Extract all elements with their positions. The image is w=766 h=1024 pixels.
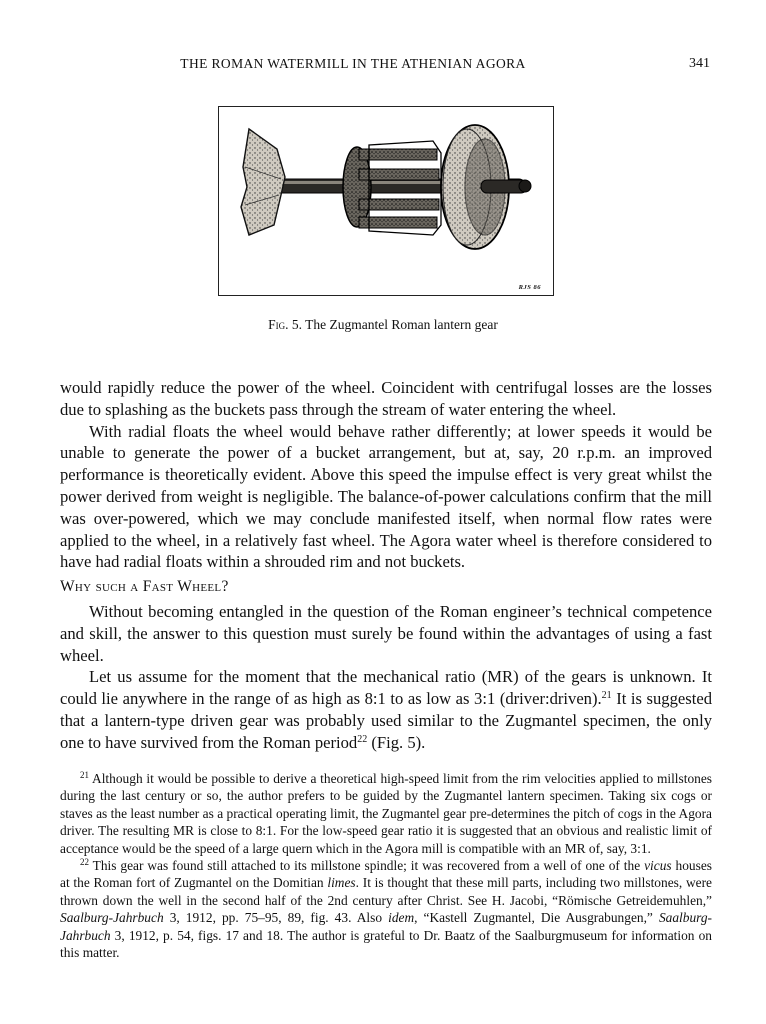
paragraph-text: (Fig. 5). bbox=[367, 732, 426, 752]
footnote bbox=[60, 770, 712, 857]
artist-initials: RJS 86 bbox=[518, 284, 541, 291]
section-body bbox=[60, 601, 712, 754]
lantern-gear-drawing bbox=[219, 107, 552, 294]
footnote-italic: vicus bbox=[644, 858, 672, 874]
body-text bbox=[60, 377, 712, 573]
paragraph: would rapidly reduce the power of the wheel. Coincident with centrifugal losses are the losses due to splashing as the buckets pass through the stream of water entering the wheel. bbox=[60, 378, 712, 419]
journal-title: Saalburg-Jahrbuch bbox=[60, 910, 164, 926]
paragraph bbox=[60, 666, 712, 753]
footnote-text: houses at the Roman fort of Zugmantel on the Domitian bbox=[60, 858, 712, 891]
paragraph-text: It is suggested that a lantern-type driven gear was probably used similar to the Zugmantel specimen, the only one to have survived from the Roman period bbox=[60, 689, 712, 752]
running-head bbox=[60, 56, 710, 76]
footnote bbox=[60, 857, 712, 961]
footnote-italic: limes bbox=[327, 875, 356, 891]
footnote-ref[interactable]: 21 bbox=[601, 690, 612, 702]
footnote-text: 3, 1912, pp. 75–95, 89, fig. 43. Also bbox=[163, 910, 389, 926]
figure-caption-text: The Zugmantel Roman lantern gear bbox=[302, 317, 498, 332]
footnote-marker: 22 bbox=[80, 857, 89, 868]
running-title: THE ROMAN WATERMILL IN THE ATHENIAN AGORA bbox=[180, 56, 526, 71]
footnote-text: . It is thought that these mill parts, including two millstones, were thrown down the well in the second half of the 2nd century after Christ. See H. Jacobi, “Römische Getreidemuhlen,” bbox=[60, 875, 712, 908]
journal-title: Saalburg-Jahrbuch bbox=[60, 910, 713, 943]
footnotes bbox=[60, 770, 712, 961]
paragraph: Without becoming entangled in the question of the Roman engineer’s technical competence and skill, the answer to this question must surely be found within the advantages of using a fast wheel. bbox=[60, 602, 712, 665]
figure-frame bbox=[218, 106, 554, 296]
footnote-italic: idem bbox=[388, 910, 415, 926]
footnote-marker: 21 bbox=[80, 770, 89, 780]
paragraph-text: Let us assume for the moment that the mechanical ratio (MR) of the gears is unknown. It could lie anywhere in the range of as high as 8:1 to as low as 3:1 (driver:driven). bbox=[60, 667, 712, 709]
footnote-ref[interactable]: 22 bbox=[357, 733, 368, 745]
paragraph: With radial floats the wheel would behave rather differently; at lower speeds it would be unable to generate the power of a bucket arrangement, but at, say, 20 r.p.m. an improved performance is theoretically evident. Above this speed the impulse effect is very great whilst the power derived from weight is negligible. The balance-of-power calculations confirm that the mill was over-powered, which we may conclude manifested itself, when normal flow rates were applied to the wheel, in a relatively fast wheel. The Agora water wheel is therefore considered to have had radial floats within a shrouded rim and not buckets. bbox=[60, 421, 712, 572]
page-number: 341 bbox=[689, 56, 710, 71]
section-heading: Why such a Fast Wheel? bbox=[60, 578, 229, 595]
footnote-text: This gear was found still attached to its millstone spindle; it was recovered from a well of one of the bbox=[89, 858, 645, 874]
footnote-text: Although it would be possible to derive a theoretical high-speed limit from the rim velocities applied to millstones during the last century or so, the author prefers to be guided by the Zugmantel lantern specimen. Taking six cogs or staves as the least number as a practical operating limit, the Zugmantel gear pre-determines the pitch of cogs in the Agora driver. The resulting MR is close to 8:1. For the low-speed gear ratio it is suggested that an obvious and realistic limit of acceptance would be the speed of a large quern which in the Agora mill is compatible with an MR of, say, 3:1. bbox=[60, 771, 712, 856]
footnote-text: , “Kastell Zugmantel, Die Ausgrabungen,” bbox=[414, 910, 659, 926]
figure-label: Fig. 5. bbox=[268, 317, 303, 332]
figure-caption bbox=[0, 317, 766, 333]
footnote-text: 3, 1912, p. 54, figs. 17 and 18. The author is grateful to Dr. Baatz of the Saalburgmuseum for information on this matter. bbox=[60, 927, 712, 961]
